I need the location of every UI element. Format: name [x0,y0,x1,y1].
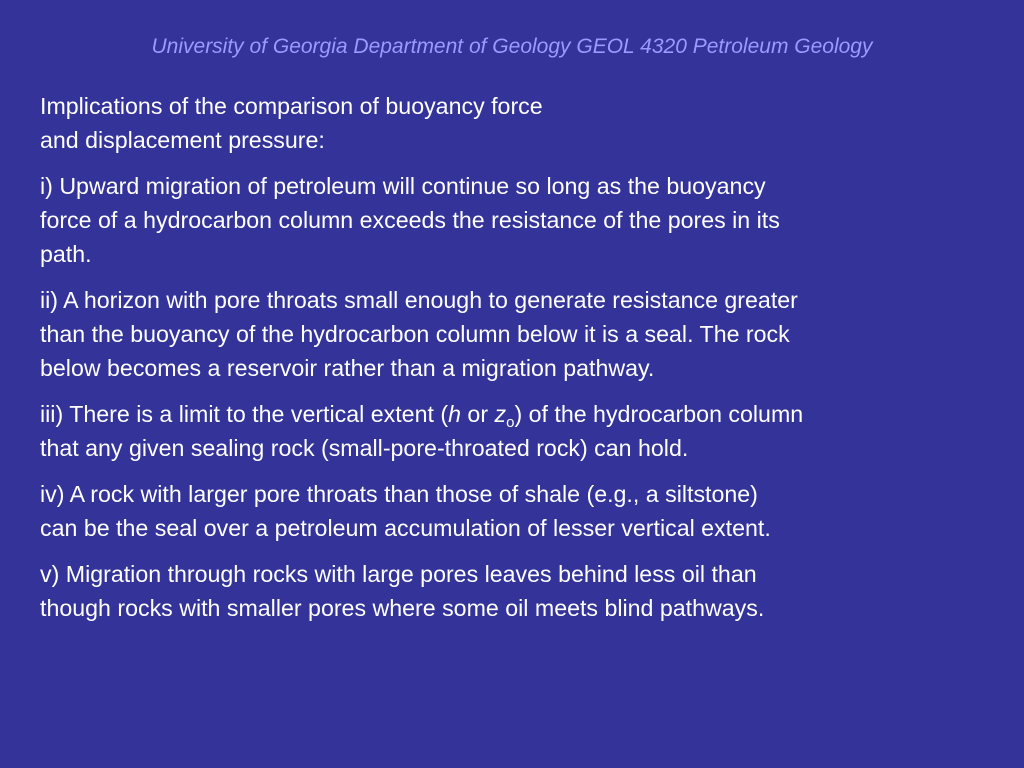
variable-z: z [494,401,507,427]
intro-line: Implications of the comparison of buoyancy force [40,93,543,119]
point-v-line: v) Migration through rocks with large pores leaves behind less oil than [40,561,757,587]
point-ii-line: ii) A horizon with pore throats small enough to generate resistance greater [40,287,798,313]
point-ii-paragraph [40,283,1000,385]
subscript-o: o [506,414,515,431]
point-iii-line-2: that any given sealing rock (small-pore-throated rock) can hold. [40,435,689,461]
point-ii-line: than the buoyancy of the hydrocarbon column below it is a seal. The rock [40,321,790,347]
point-iii-text-or: or [460,401,495,427]
point-i-line: path. [40,241,92,267]
point-ii-line: below becomes a reservoir rather than a migration pathway. [40,355,655,381]
point-v-paragraph [40,557,1000,625]
intro-paragraph [40,89,1000,157]
intro-line: and displacement pressure: [40,127,325,153]
slide-content [40,89,1000,637]
point-v-line: though rocks with smaller pores where some oil meets blind pathways. [40,595,765,621]
point-i-line: force of a hydrocarbon column exceeds the resistance of the pores in its [40,207,780,233]
variable-h: h [448,401,461,427]
point-iv-paragraph [40,477,1000,545]
point-i-paragraph [40,169,1000,271]
point-iii-text-after: ) of the hydrocarbon column [514,401,804,427]
point-iii-text-before: iii) There is a limit to the vertical extent ( [40,401,449,427]
point-iii-paragraph [40,397,1000,465]
point-iii-line-1 [40,397,1000,431]
point-iv-line: iv) A rock with larger pore throats than those of shale (e.g., a siltstone) [40,481,758,507]
course-header: University of Georgia Department of Geology GEOL 4320 Petroleum Geology [151,35,873,58]
point-i-line: i) Upward migration of petroleum will continue so long as the buoyancy [40,173,766,199]
point-iv-line: can be the seal over a petroleum accumulation of lesser vertical extent. [40,515,771,541]
